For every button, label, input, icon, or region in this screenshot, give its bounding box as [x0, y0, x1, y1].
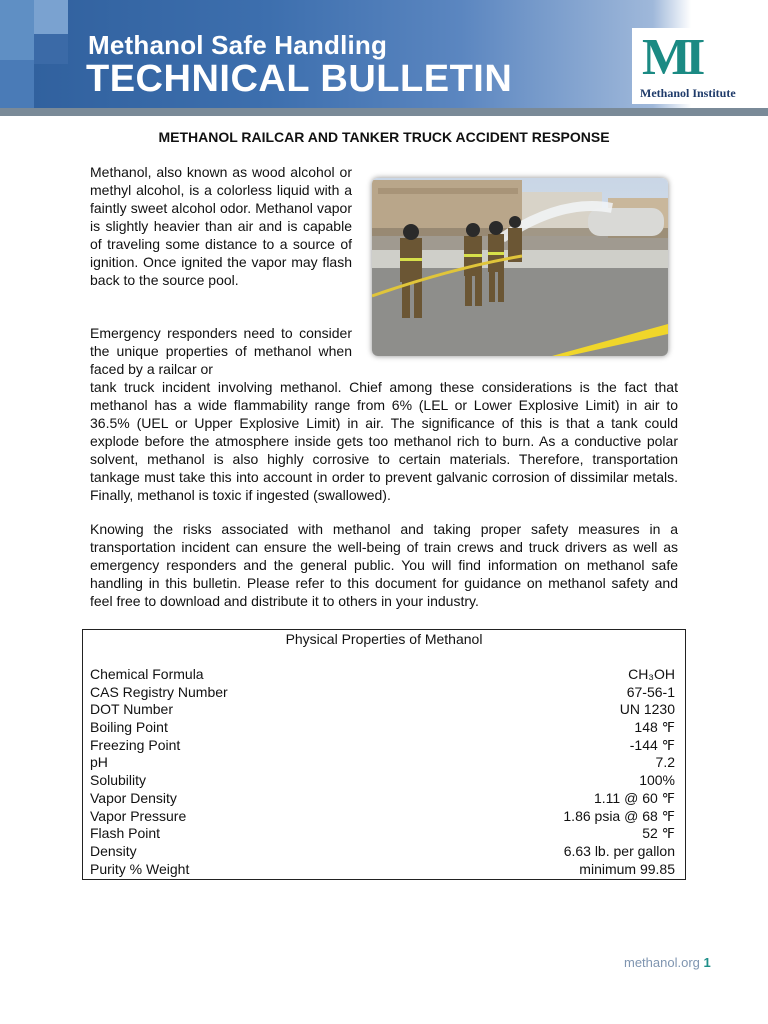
property-value: 67-56-1: [626, 684, 675, 700]
table-row: [90, 683, 675, 701]
property-label: Chemical Formula: [90, 666, 204, 682]
risks-paragraph: Knowing the risks associated with methanol and taking proper safety measures in a transportation incident can ensure the well-being of train crews and truck drivers as well as emergency responders and the general public. You will find information on methanol safe handling in this bulletin. Please refer to this document for guidance on methanol safety and feel free to download and distribute it to others in your industry.: [90, 521, 678, 609]
table-title: Physical Properties of Methanol: [285, 631, 483, 647]
logo-mark: MI: [642, 29, 700, 86]
property-value: UN 1230: [619, 701, 675, 717]
table-row: [90, 753, 675, 771]
property-value: CH₃OH: [628, 666, 675, 682]
property-value: 7.2: [655, 754, 675, 770]
property-label: Purity % Weight: [90, 861, 190, 877]
property-value: 100%: [639, 772, 675, 788]
responders-paragraph-start: Emergency responders need to consider the unique properties of methanol when faced by a railcar or: [90, 325, 352, 377]
table-row: [90, 665, 675, 683]
property-label: Density: [90, 843, 137, 859]
property-value: -144 ℉: [629, 737, 675, 753]
table-row: [90, 736, 675, 754]
table-row: [90, 824, 675, 842]
property-value: 148 ℉: [634, 719, 675, 735]
property-label: Solubility: [90, 772, 147, 788]
table-row: [90, 789, 675, 807]
property-label: Flash Point: [90, 825, 161, 841]
responders-paragraph-continued: tank truck incident involving methanol. Chief among these considerations is the fact that methanol has a wide flammability range from 6% (LEL or Lower Explosive Limit) in air to 36.5% (UEL or Upper Explosive Limit) in air. The significance of this is that a tank could explode before the atmosphere inside gets too methanol rich to burn. As a conductive polar solvent, methanol is also highly corrosive to certain materials. Therefore, transportation tankage must take this into account in order to prevent galvanic corrosion of dissimilar metals. Finally, methanol is toxic if ingested (swallowed).: [90, 379, 678, 503]
property-label: pH: [90, 754, 108, 770]
table-row: [90, 718, 675, 736]
footer-site-link[interactable]: methanol.org: [624, 955, 700, 970]
banner-decor-square: [0, 0, 34, 60]
property-label: Freezing Point: [90, 737, 181, 753]
header-banner: [0, 0, 768, 116]
banner-decor-square: [34, 34, 68, 64]
banner-decor-square: [34, 0, 68, 34]
banner-decor-square: [0, 60, 34, 108]
property-label: Boiling Point: [90, 719, 168, 735]
header-title: TECHNICAL BULLETIN: [86, 58, 513, 100]
property-label: CAS Registry Number: [90, 684, 228, 700]
page-title: METHANOL RAILCAR AND TANKER TRUCK ACCIDENT RESPONSE: [158, 129, 610, 145]
table-row: [90, 860, 675, 878]
property-value: 1.11 @ 60 ℉: [594, 790, 675, 806]
banner-stripe: [0, 108, 768, 116]
property-label: Vapor Density: [90, 790, 177, 806]
intro-paragraph: Methanol, also known as wood alcohol or methyl alcohol, is a colorless liquid with a faintly sweet alcohol odor. Methanol vapor is slightly heavier than air and is capable of traveling some distance to a source of ignition. Once ignited the vapor may flash back to the source pool.: [90, 164, 352, 288]
header-subtitle: Methanol Safe Handling: [88, 30, 388, 60]
property-value: 52 ℉: [642, 825, 675, 841]
methanol-institute-logo: [632, 28, 750, 104]
property-value: 6.63 lb. per gallon: [563, 843, 675, 859]
table-row: [90, 700, 675, 718]
table-row: [90, 842, 675, 860]
table-row: [90, 771, 675, 789]
property-label: Vapor Pressure: [90, 808, 187, 824]
logo-text: Methanol Institute: [640, 86, 736, 100]
table-row: [90, 807, 675, 825]
page-footer: [624, 955, 711, 970]
page-number: 1: [703, 955, 711, 970]
firefighters-photo: [372, 178, 668, 356]
property-value: minimum 99.85: [579, 861, 675, 877]
physical-properties-table: [82, 629, 686, 880]
property-value: 1.86 psia @ 68 ℉: [563, 808, 675, 824]
property-label: DOT Number: [90, 701, 173, 717]
